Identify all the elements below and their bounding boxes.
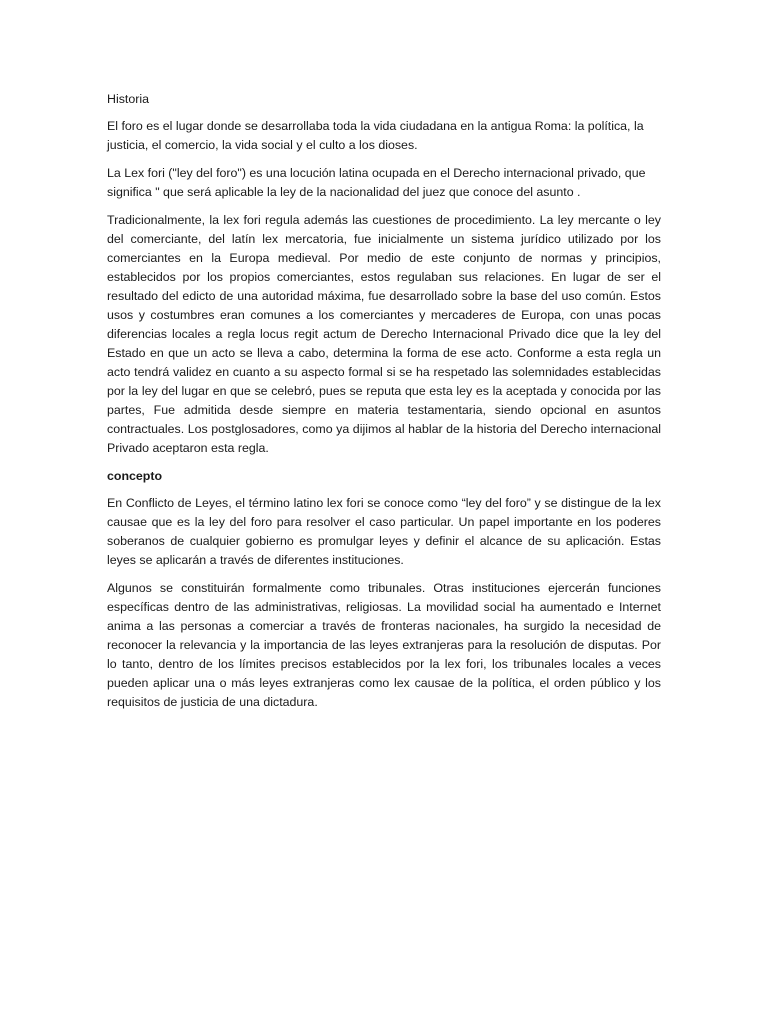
- paragraph-lex-fori: La Lex fori ("ley del foro") es una locución latina ocupada en el Derecho internacional privado, que significa " que será aplicable la ley de la nacionalidad del juez que conoce del asunto .: [107, 166, 646, 199]
- section-heading-historia: Historia: [107, 92, 149, 106]
- section-heading-concepto: concepto: [107, 469, 163, 483]
- paragraph-conflicto-de-leyes: En Conflicto de Leyes, el término latino lex fori se conoce como “ley del foro” y se distingue de la lex causae que es la ley del foro para resolver el caso particular. Un papel importante en los poderes soberanos de cualquier gobierno es promulgar leyes y definir el alcance de su aplicación. Estas leyes se aplicarán a través de diferentes instituciones.: [107, 496, 661, 567]
- paragraph-foro: El foro es el lugar donde se desarrollaba toda la vida ciudadana en la antigua Roma: la política, la justicia, el comercio, la vida social y el culto a los dioses.: [107, 119, 644, 152]
- paragraph-procedimiento: Tradicionalmente, la lex fori regula además las cuestiones de procedimiento. La ley mercante o ley del comerciante, del latín lex mercatoria, fue inicialmente un sistema jurídico utilizado por los comerciantes en la Europa medieval. Por medio de este conjunto de normas y principios, establecidos por los propios comerciantes, estos regulaban sus relaciones. En lugar de ser el resultado del edicto de una autoridad máxima, fue desarrollado sobre la base del uso común. Estos usos y costumbres eran comunes a los comerciantes y mercaderes de Europa, con unas pocas diferencias locales a regla locus regit actum de Derecho Internacional Privado dice que la ley del Estado en que un acto se lleva a cabo, determina la forma de ese acto. Conforme a esta regla un acto tendrá validez en cuanto a su aspecto formal si se ha respetado las solemnidades establecidas por la ley del lugar en que se celebró, pues se reputa que esta ley es la aceptada y conocida por las partes, Fue admitida desde siempre en materia testamentaria, siendo opcional en asuntos contractuales. Los postglosadores, como ya dijimos al hablar de la historia del Derecho internacional Privado aceptaron esta regla.: [107, 213, 661, 455]
- document-page: [107, 90, 661, 721]
- paragraph-tribunales: Algunos se constituirán formalmente como tribunales. Otras instituciones ejercerán funciones específicas dentro de las administrativas, religiosas. La movilidad social ha aumentado e Internet anima a las personas a comerciar a través de fronteras nacionales, ha surgido la necesidad de reconocer la relevancia y la importancia de las leyes extranjeras para la resolución de disputas. Por lo tanto, dentro de los límites precisos establecidos por la lex fori, los tribunales locales a veces pueden aplicar una o más leyes extranjeras como lex causae de la política, el orden público y los requisitos de justicia de una dictadura.: [107, 581, 661, 709]
